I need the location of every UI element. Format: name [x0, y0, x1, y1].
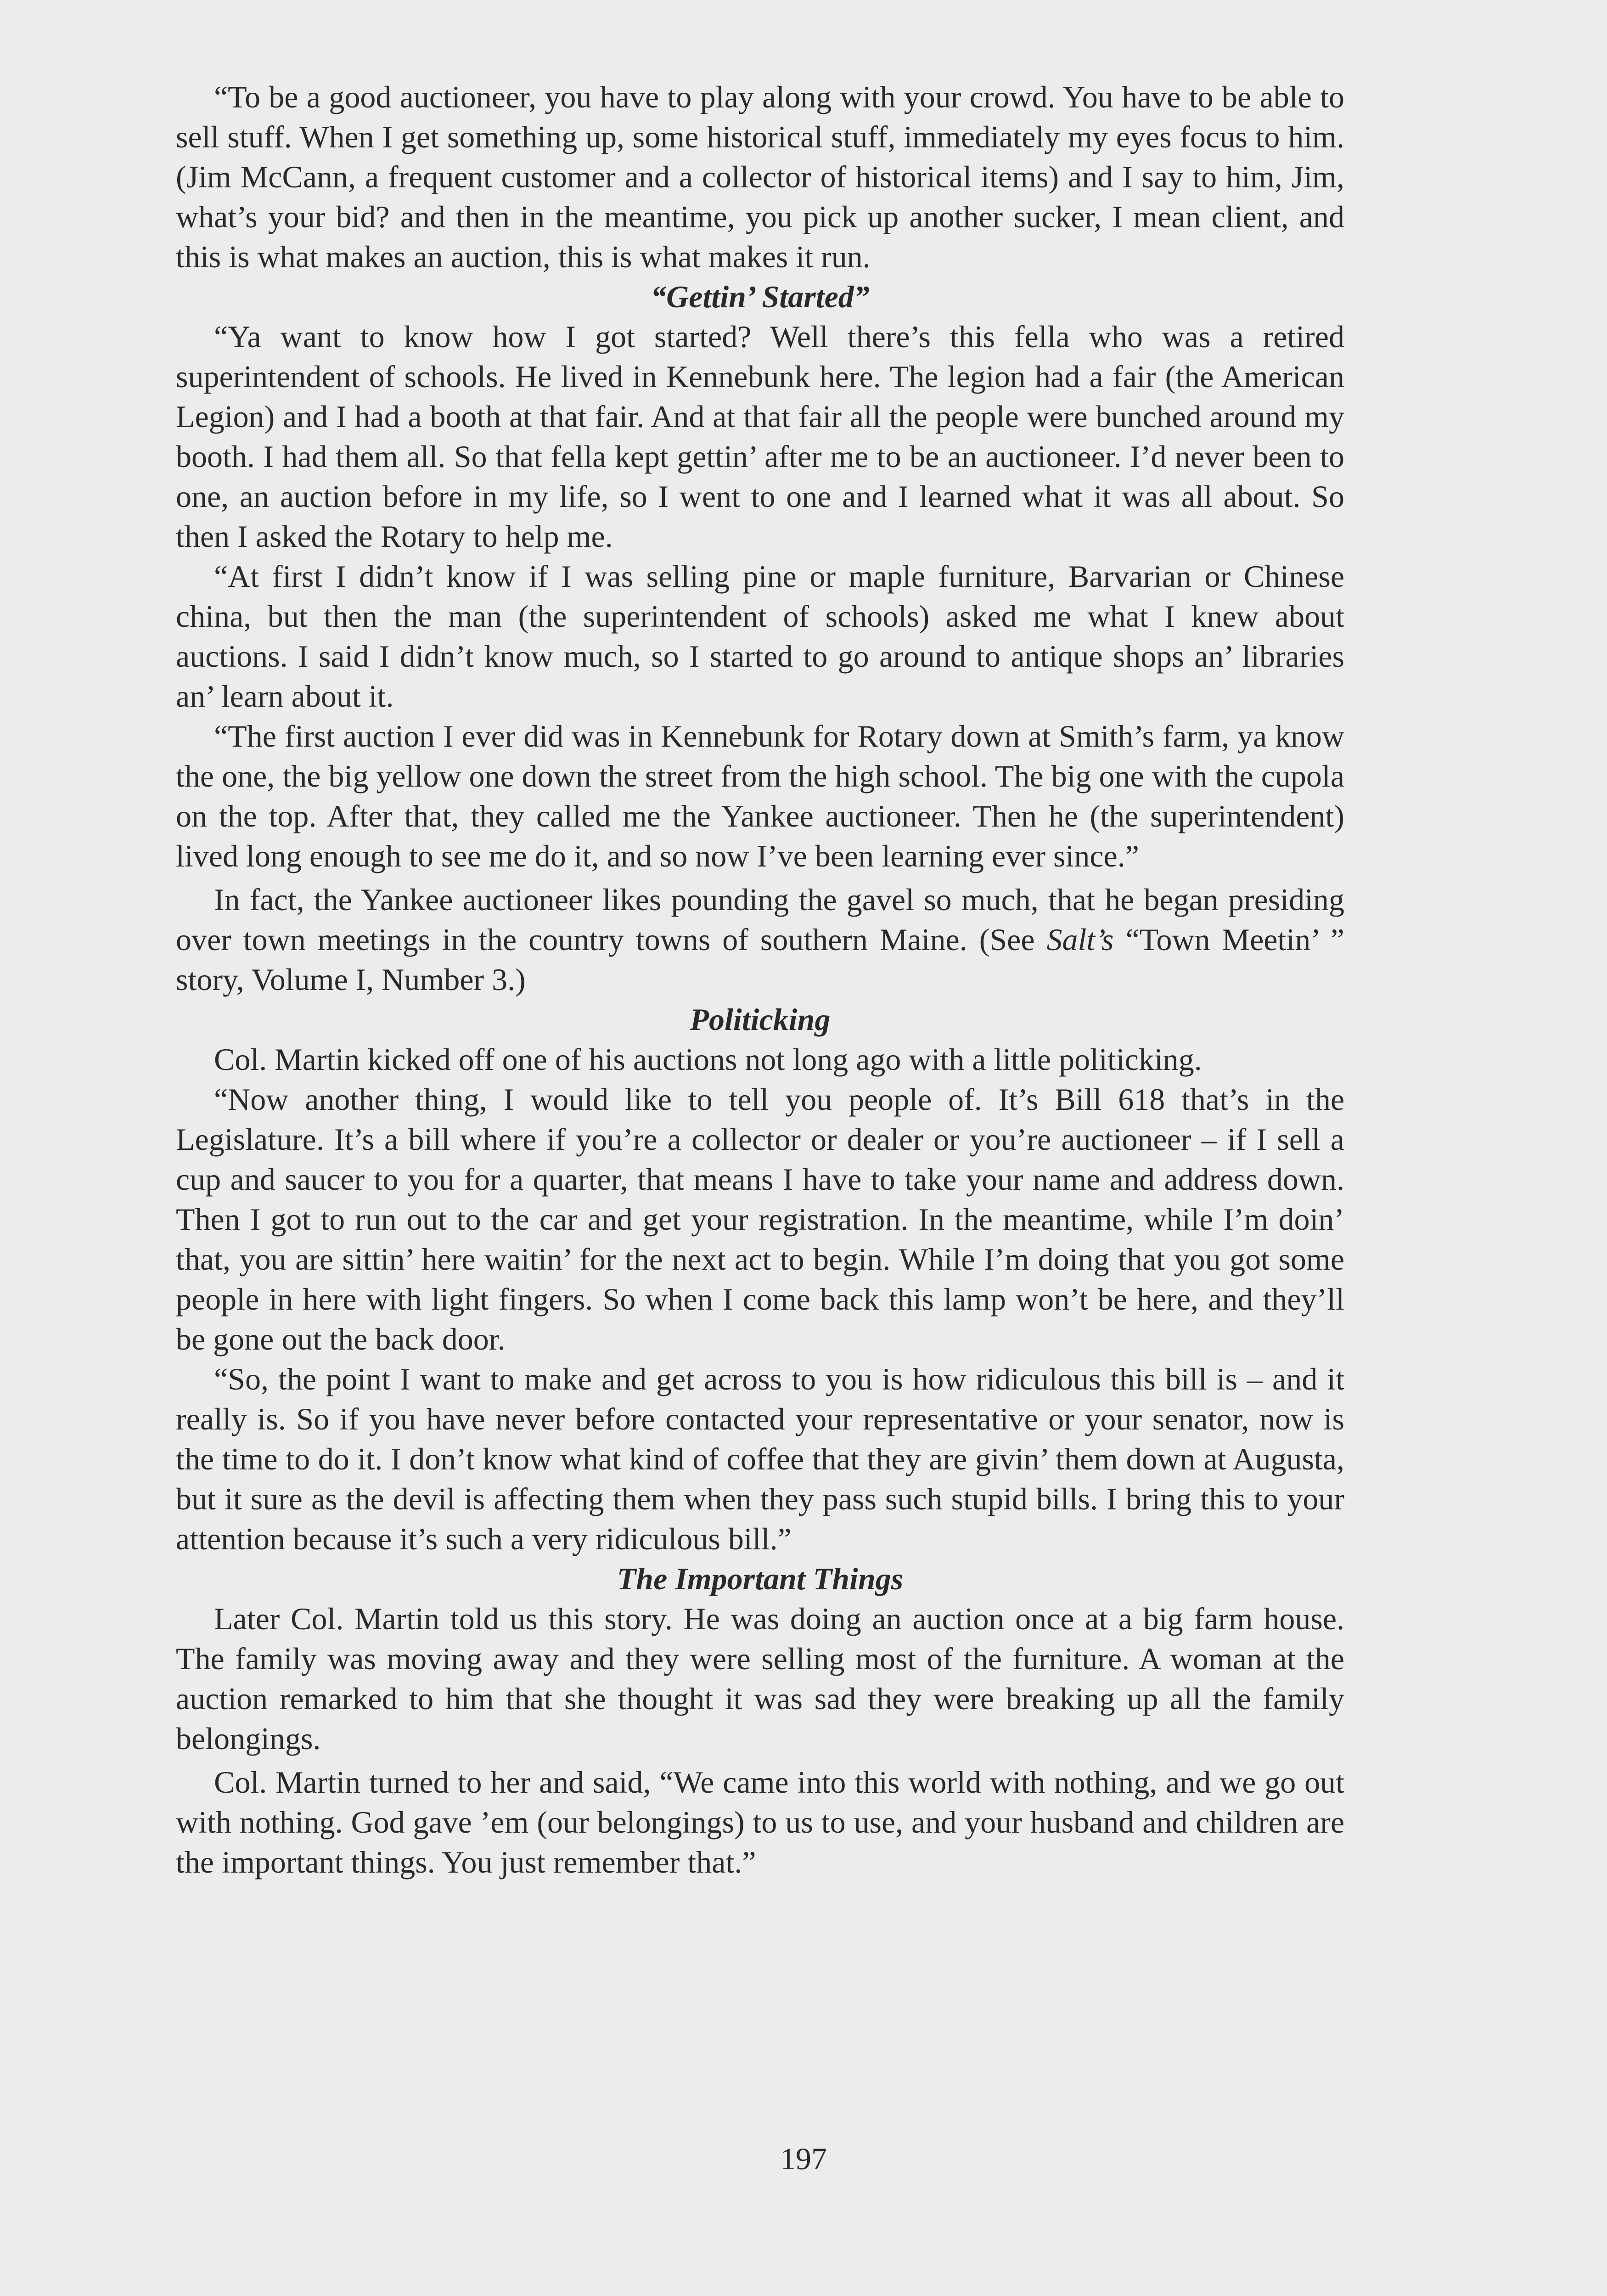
- paragraph-ridiculous-bill: “So, the point I want to make and get across to you is how ridiculous this bill is – and it really is. So if you have never before contacted your representative or your senator, now is the time to do it. I don’t know what kind of coffee that they are givin’ them down at Augusta, but it sure as the devil is affecting them when they pass such stupid bills. I bring this to your attention because it’s such a very ridiculous bill.”: [176, 1362, 1344, 1556]
- paragraph-first-auction: “The first auction I ever did was in Kennebunk for Rotary down at Smith’s farm, ya know the one, the big yellow one down the street from the high school. The big one with the cupola on the top. After that, they called me the Yankee auctioneer. Then he (the superintendent) lived long enough to see me do it, and so now I’ve been learning ever since.”: [176, 719, 1344, 873]
- paragraph-came-into-world: Col. Martin turned to her and said, “We came into this world with nothing, and we go out with nothing. God gave ’em (our belongings) to us to use, and your husband and children are the important things. You just remember that.”: [176, 1765, 1344, 1880]
- paragraph-town-meetings: [176, 880, 1344, 1000]
- paragraph-kicked-off: Col. Martin kicked off one of his auctions not long ago with a little politicking.: [214, 1042, 1202, 1077]
- paragraph-farm-house-story: Later Col. Martin told us this story. He was doing an auction once at a big farm house. The family was moving away and they were selling most of the furniture. A woman at the auction remarked to him that she thought it was sad they were breaking up all the family belongings.: [176, 1601, 1344, 1756]
- salt-reference-text: “Town Meetin’ ” story, Volume I, Number 3.): [176, 922, 1344, 997]
- article-body: [176, 77, 1344, 1882]
- heading-politicking: Politicking: [690, 1002, 831, 1037]
- page-number: 197: [780, 2141, 827, 2176]
- town-meetings-text: In fact, the Yankee auctioneer likes pounding the gavel so much, that he began presiding over town meetings in the country towns of southern Maine. (See: [176, 882, 1344, 957]
- paragraph-how-i-got-started: “Ya want to know how I got started? Well there’s this fella who was a retired superintendent of schools. He lived in Kennebunk here. The legion had a fair (the American Legion) and I had a booth at that fair. And at that fair all the people were bunched around my booth. I had them all. So that fella kept gettin’ after me to be an auctioneer. I’d never been to one, an auction before in my life, so I went to one and I learned what it was all about. So then I asked the Rotary to help me.: [176, 319, 1344, 554]
- paragraph-at-first: “At first I didn’t know if I was selling pine or maple furniture, Barvarian or Chinese china, but then the man (the superintendent of schools) asked me what I knew about auctions. I said I didn’t know much, so I started to go around to antique shops an’ libraries an’ learn about it.: [176, 559, 1344, 714]
- salt-title: Salt’s: [1046, 922, 1114, 957]
- paragraph-bill-618: “Now another thing, I would like to tell you people of. It’s Bill 618 that’s in the Legislature. It’s a bill where if you’re a collector or dealer or you’re auctioneer – if I sell a cup and saucer to you for a quarter, that means I have to take your name and address down. Then I got to run out to the car and get your registration. In the meantime, while I’m doin’ that, you are sittin’ here waitin’ for the next act to begin. While I’m doing that you got some people in here with light fingers. So when I come back this lamp won’t be here, and they’ll be gone out the back door.: [176, 1082, 1344, 1356]
- heading-gettin-started: “Gettin’ Started”: [651, 279, 870, 314]
- heading-important-things: The Important Things: [617, 1561, 904, 1596]
- paragraph-good-auctioneer: “To be a good auctioneer, you have to play along with your crowd. You have to be able to sell stuff. When I get something up, some historical stuff, immediately my eyes focus to him. (Jim McCann, a frequent customer and a collector of historical items) and I say to him, Jim, what’s your bid? and then in the meantime, you pick up another sucker, I mean client, and this is what makes an auction, this is what makes it run.: [176, 79, 1344, 274]
